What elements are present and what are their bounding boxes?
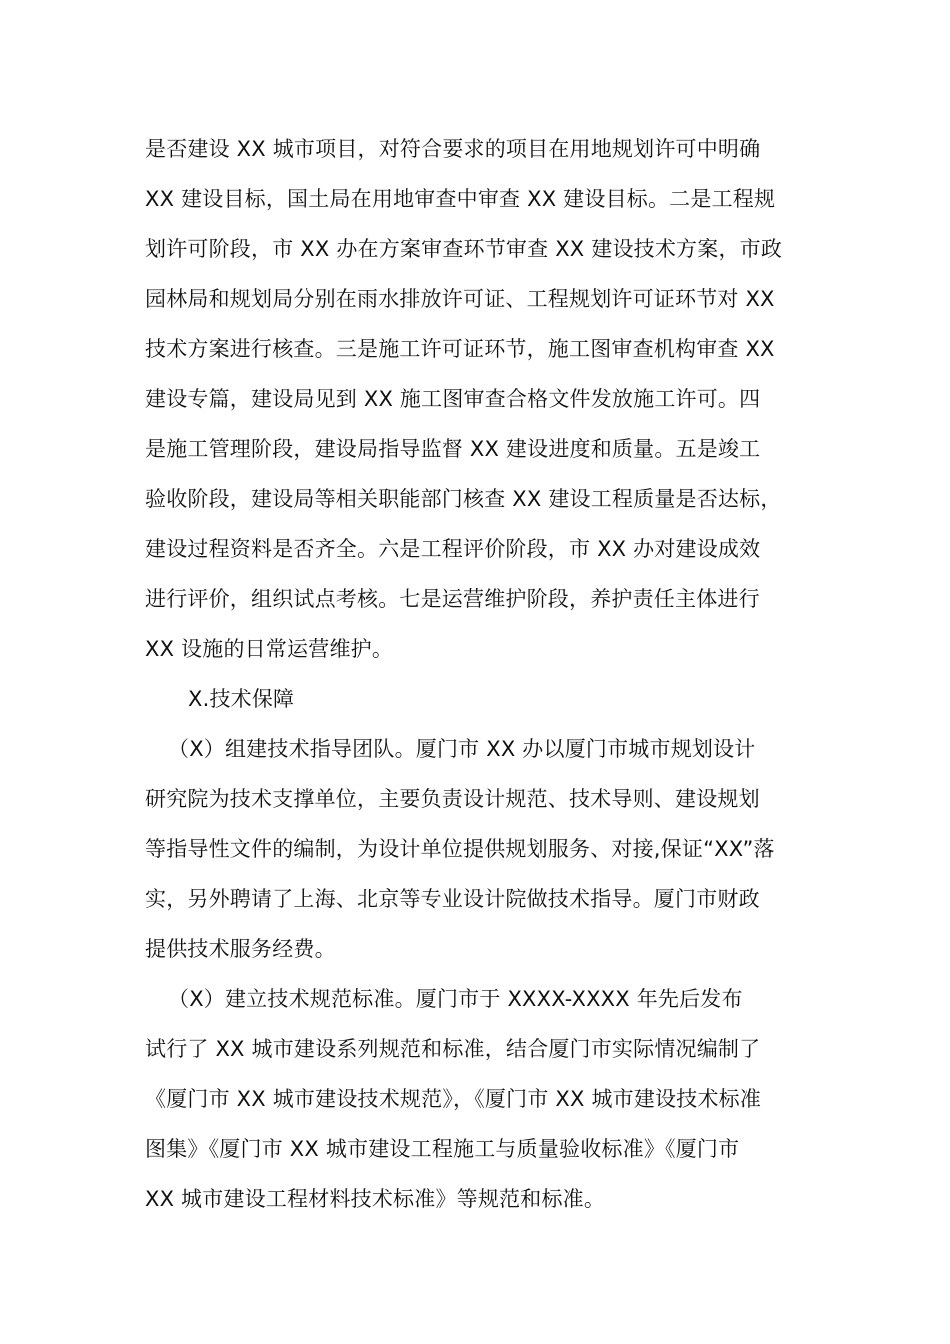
- text-line-15: 等指导性文件的编制，为设计单位提供规划服务、对接,保证“XX”落: [145, 837, 775, 861]
- text-line-2: XX 建设目标，国土局在用地审查中审查 XX 建设目标。二是工程规: [145, 187, 776, 211]
- text-line-5: 技术方案进行核查。三是施工许可证环节，施工图审查机构审查 XX: [145, 337, 775, 361]
- text-line-9: 建设过程资料是否齐全。六是工程评价阶段，市 XX 办对建设成效: [145, 537, 761, 561]
- text-line-19: 试行了 XX 城市建设系列规范和标准，结合厦门市实际情况编制了: [145, 1037, 761, 1061]
- text-line-8: 验收阶段，建设局等相关职能部门核查 XX 建设工程质量是否达标，: [145, 487, 782, 511]
- text-line-1: 是否建设 XX 城市项目，对符合要求的项目在用地规划许可中明确: [145, 137, 761, 161]
- text-line-21: 图集》《厦门市 XX 城市建设工程施工与质量验收标准》《厦门市: [145, 1137, 740, 1161]
- text-line-20: 《厦门市 XX 城市建设技术规范》，《厦门市 XX 城市建设技术标准: [145, 1087, 762, 1111]
- text-line-17: 提供技术服务经费。: [145, 937, 336, 961]
- text-line-14: 研究院为技术支撑单位，主要负责设计规范、技术导则、建设规划: [145, 787, 760, 811]
- text-line-18: （X）建立技术规范标准。厦门市于 XXXX-XXXX 年先后发布: [168, 987, 743, 1011]
- text-line-6: 建设专篇，建设局见到 XX 施工图审查合格文件发放施工许可。四: [145, 387, 761, 411]
- text-line-22: XX 城市建设工程材料技术标准》等规范和标准。: [145, 1187, 606, 1211]
- text-line-7: 是施工管理阶段，建设局指导监督 XX 建设进度和质量。五是竣工: [145, 437, 761, 461]
- text-line-4: 园林局和规划局分别在雨水排放许可证、工程规划许可证环节对 XX: [145, 287, 775, 311]
- section-heading: X.技术保障: [188, 687, 295, 711]
- text-line-16: 实，另外聘请了上海、北京等专业设计院做技术指导。厦门市财政: [145, 887, 760, 911]
- text-line-13: （X）组建技术指导团队。厦门市 XX 办以厦门市城市规划设计: [168, 737, 756, 761]
- text-line-3: 划许可阶段，市 XX 办在方案审查环节审查 XX 建设技术方案，市政: [145, 237, 783, 261]
- text-line-10: 进行评价，组织试点考核。七是运营维护阶段，养护责任主体进行: [145, 587, 760, 611]
- text-line-11: XX 设施的日常运营维护。: [145, 637, 394, 661]
